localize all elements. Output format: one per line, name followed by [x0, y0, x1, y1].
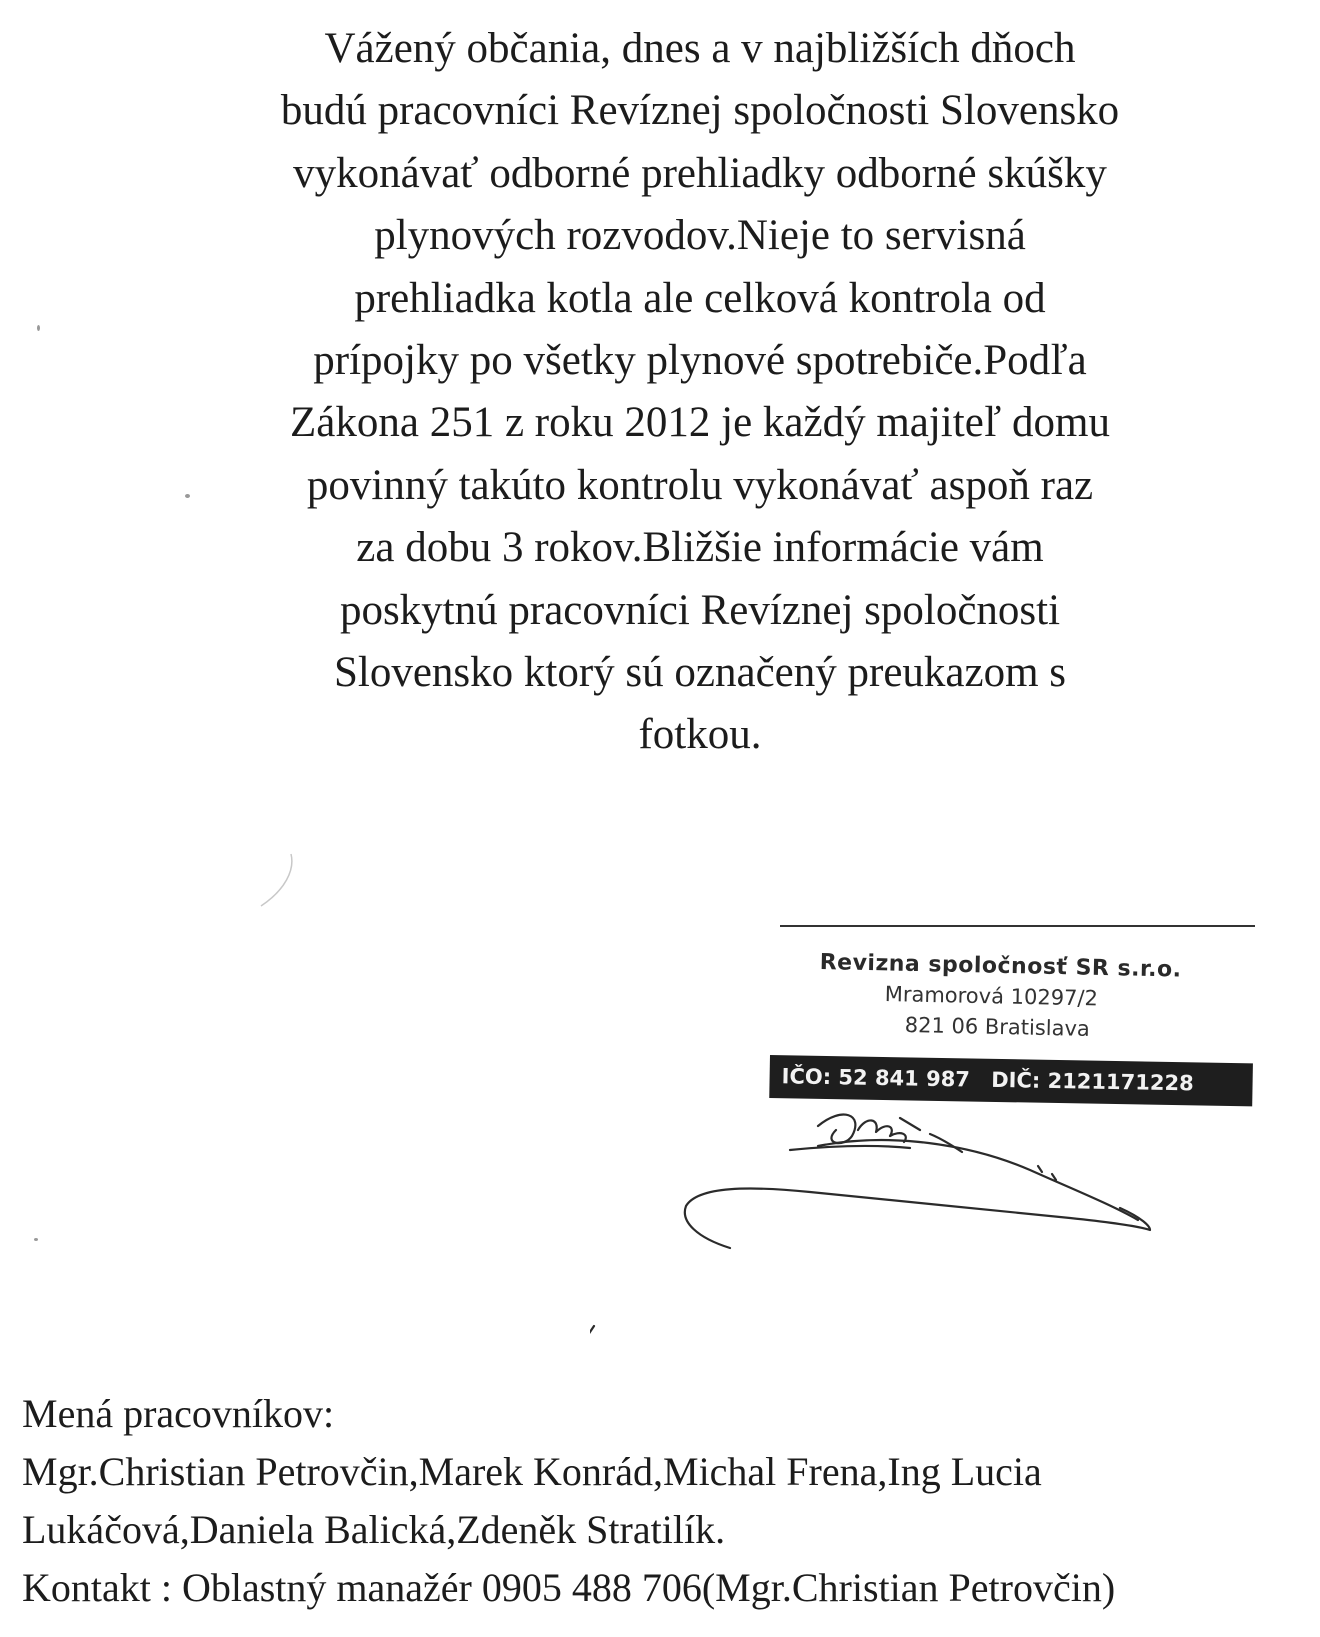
- contact-line: Kontakt : Oblastný manažér 0905 488 706(Mgr.Christian Petrovčin): [22, 1565, 1116, 1610]
- workers-heading: Mená pracovníkov:: [22, 1391, 335, 1436]
- stamp-company-name: Revizna spoločnosť SR s.r.o.: [819, 950, 1182, 983]
- notice-line: povinný takúto kontrolu vykonávať aspoň raz: [306, 461, 1094, 509]
- notice-line: poskytnú pracovníci Revíznej spoločnosti: [339, 586, 1061, 634]
- scan-mark: [255, 850, 305, 910]
- notice-line: prípojky po všetky plynové spotrebiče.Podľa: [313, 337, 1087, 385]
- stamp-city: 821 06 Bratislava: [904, 1013, 1091, 1041]
- notice-line: fotkou.: [638, 711, 762, 759]
- scan-speck: [37, 325, 40, 331]
- notice-line: Zákona 251 z roku 2012 je každý majiteľ domu: [290, 399, 1110, 447]
- stamp-ico: IČO: 52 841 987: [781, 1064, 971, 1092]
- workers-line: Mgr.Christian Petrovčin,Marek Konrád,Michal Frena,Ing Lucia: [22, 1449, 1042, 1494]
- notice-line: prehliadka kotla ale celková kontrola od: [354, 274, 1046, 322]
- stamp-dic: DIČ: 2121171228: [991, 1067, 1194, 1096]
- company-stamp: [770, 925, 1260, 1125]
- notice-line: vykonávať odborné prehliadky odborné skúšky: [293, 149, 1107, 197]
- stamp-street: Mramorová 10297/2: [884, 982, 1099, 1011]
- scan-speck: [34, 1238, 38, 1241]
- stamp-divider: [780, 925, 1255, 927]
- notice-line: plynových rozvodov.Nieje to servisná: [374, 212, 1026, 260]
- notice-line: Vážený občania, dnes a v najbližších dňoch: [324, 25, 1076, 72]
- footer-section: [22, 1385, 1312, 1617]
- stamp-ids-bar: [769, 1055, 1253, 1106]
- scan-speck: [185, 494, 190, 498]
- notice-paragraph: [150, 18, 1250, 767]
- notice-line: Slovensko ktorý sú označený preukazom s: [333, 649, 1067, 697]
- notice-line: za dobu 3 rokov.Bližšie informácie vám: [356, 524, 1044, 572]
- notice-line: budú pracovníci Revíznej spoločnosti Slovensko: [280, 87, 1120, 135]
- signature: [590, 1100, 1210, 1340]
- workers-line: Lukáčová,Daniela Balická,Zdeněk Stratilík.: [22, 1507, 726, 1552]
